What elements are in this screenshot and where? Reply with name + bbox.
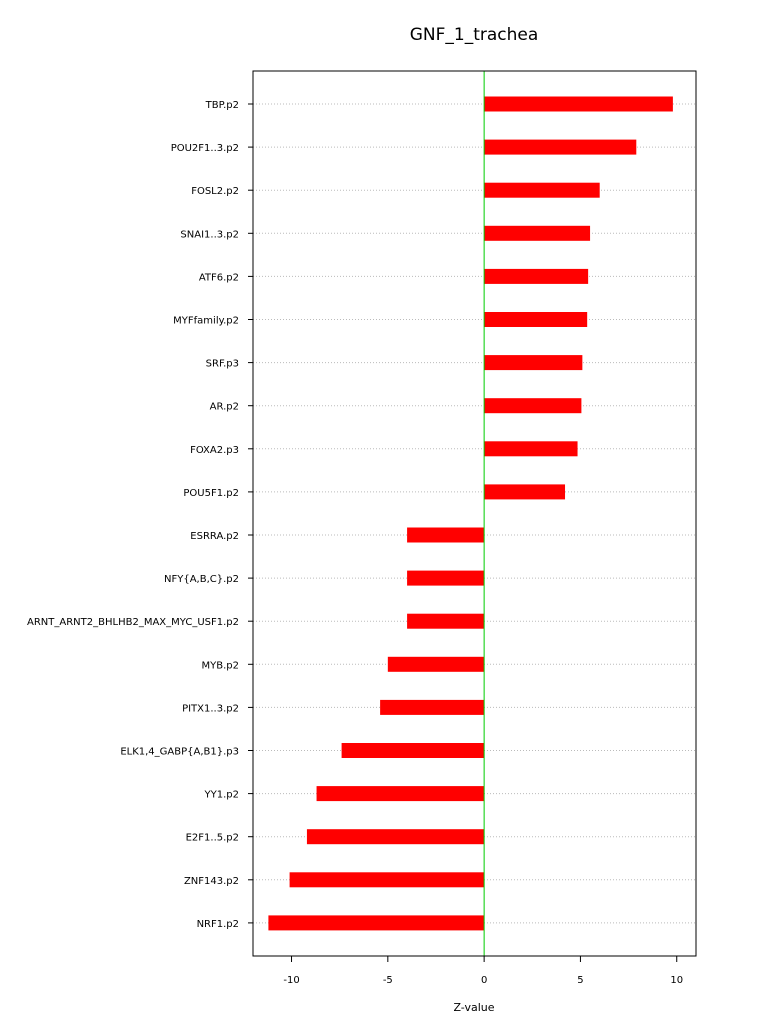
bar [484, 183, 600, 198]
bar [484, 140, 636, 155]
category-label: MYB.p2 [201, 660, 239, 672]
x-tick-label: 5 [577, 975, 584, 986]
category-label: POU5F1.p2 [183, 487, 239, 499]
bars [268, 97, 672, 931]
bar [484, 97, 673, 112]
category-label: FOXA2.p3 [190, 444, 239, 456]
bar [407, 571, 484, 586]
category-label: POU2F1..3.p2 [170, 143, 239, 155]
bar [388, 657, 484, 672]
bar [484, 312, 587, 327]
category-label: NFY{A,B,C}.p2 [164, 574, 239, 586]
bar [317, 786, 485, 801]
bar [484, 226, 590, 241]
category-label: AR.p2 [209, 401, 239, 413]
x-tick-label: -5 [382, 975, 393, 986]
bar [407, 614, 484, 629]
category-label: FOSL2.p2 [191, 186, 239, 198]
category-label: SRF.p3 [205, 358, 239, 370]
bar [342, 743, 485, 758]
bar [268, 915, 484, 930]
category-label: TBP.p2 [205, 100, 239, 111]
category-label: MYFfamily.p2 [173, 315, 239, 327]
bar [484, 441, 577, 456]
bar [484, 355, 582, 370]
category-labels [27, 100, 253, 930]
x-tick-label: 0 [480, 975, 488, 986]
category-label: SNAI1..3.p2 [180, 229, 239, 241]
category-label: ESRRA.p2 [190, 531, 239, 542]
category-label: ZNF143.p2 [183, 875, 239, 887]
chart-title: GNF_1_trachea [409, 25, 539, 45]
x-axis [283, 956, 683, 986]
category-label: NRF1.p2 [196, 918, 239, 930]
category-label: ATF6.p2 [198, 272, 239, 284]
bar [484, 269, 588, 284]
bar [290, 872, 485, 887]
category-label: E2F1..5.p2 [185, 832, 239, 844]
bar [484, 398, 581, 413]
category-label: ELK1,4_GABP{A,B1}.p3 [120, 746, 239, 758]
bar [380, 700, 484, 715]
bar [484, 484, 565, 499]
plot-frame [253, 71, 696, 956]
bar [407, 528, 484, 543]
x-tick-label: 10 [670, 975, 684, 986]
x-tick-label: -10 [283, 975, 300, 986]
category-label: ARNT_ARNT2_BHLHB2_MAX_MYC_USF1.p2 [27, 617, 239, 629]
category-label: PITX1..3.p2 [182, 703, 239, 715]
x-axis-label: Z-value [453, 1001, 495, 1014]
category-label: YY1.p2 [204, 789, 239, 801]
bar [307, 829, 484, 844]
